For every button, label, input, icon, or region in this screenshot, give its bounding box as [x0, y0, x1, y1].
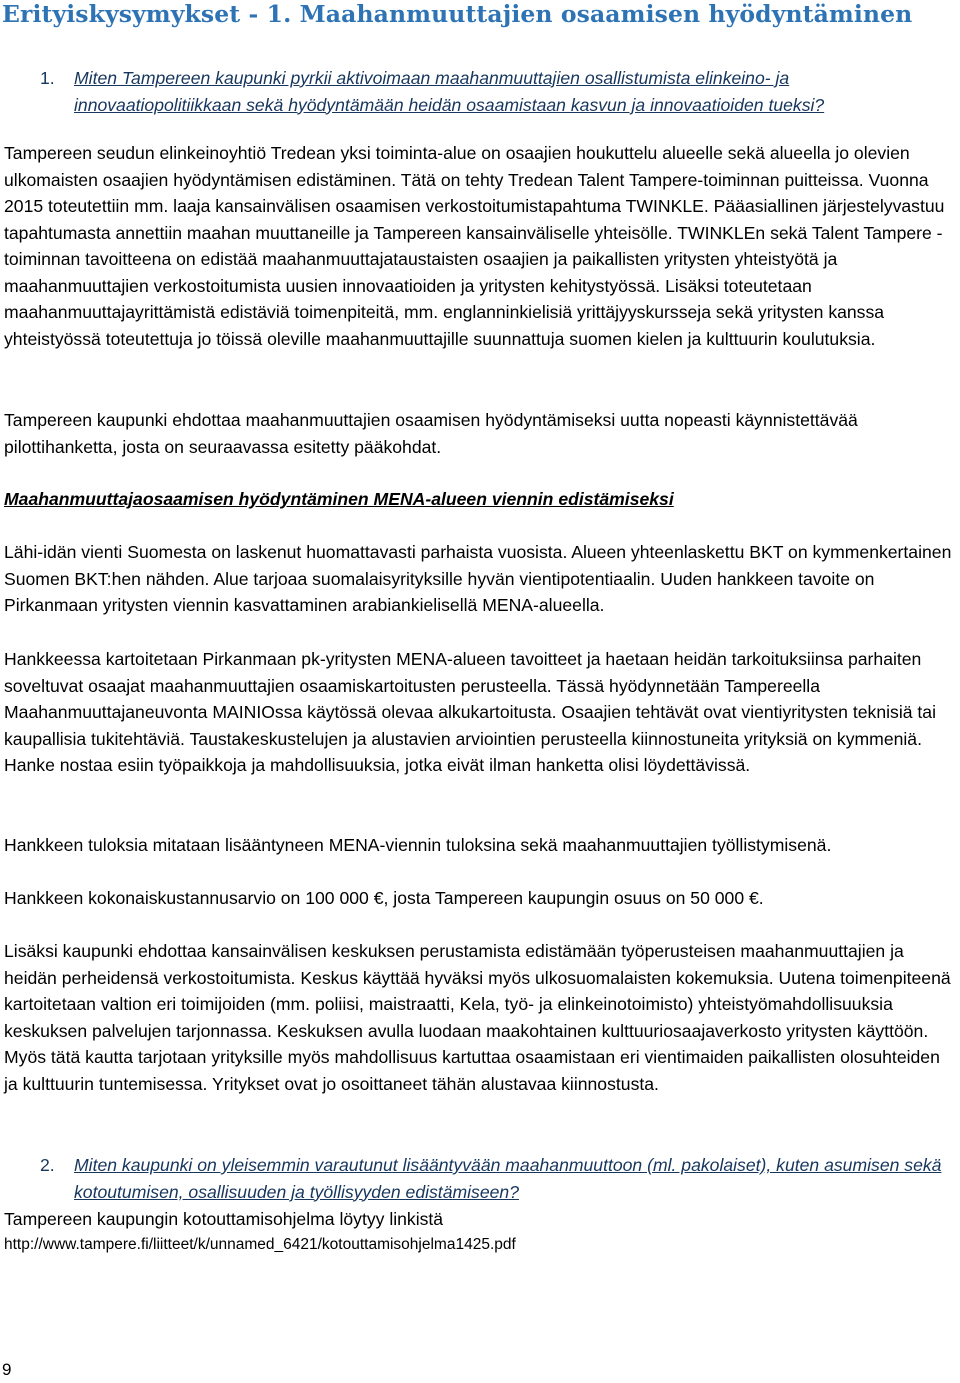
section-heading-mena: Maahanmuuttajaosaamisen hyödyntäminen MENA-alueen viennin edistämiseksi	[4, 489, 674, 509]
question-2-number: 2.	[40, 1155, 55, 1175]
page-number: 9	[2, 1360, 12, 1379]
paragraph-pilot-proposal: Tampereen kaupunki ehdottaa maahanmuuttajien osaamisen hyödyntämiseksi uutta nopeasti käynnistettävää pilottihanketta, josta on seuraavassa esitetty pääkohdat.	[4, 410, 858, 457]
paragraph-budget: Hankkeen kokonaiskustannusarvio on 100 000 €, josta Tampereen kaupungin osuus on 50 000 €.	[4, 888, 764, 908]
paragraph-middle-east-exports: Lähi-idän vienti Suomesta on laskenut huomattavasti parhaista vuosista. Alueen yhteenlaskettu BKT on kymmenkertainen Suomen BKT:hen nähden. Alue tarjoaa suomalaisyrityksille hyvän vientipotentiaalin. Uuden hankkeen tavoite on Pirkanmaan yritysten viennin kasvattaminen arabiankielisellä MENA-alueella.	[4, 542, 952, 615]
question-1-text: Miten Tampereen kaupunki pyrkii aktivoimaan maahanmuuttajien osallistumista elinkeino- ja innovaatiopolitiikkaan sekä hyödyntämään heidän osaamistaan kasvun ja innovaatioiden tueksi?	[74, 68, 825, 115]
page-title: Erityiskysymykset - 1. Maahanmuuttajien osaamisen hyödyntäminen	[2, 0, 913, 28]
question-1-number: 1.	[40, 68, 55, 88]
paragraph-tredea: Tampereen seudun elinkeinoyhtiö Tredean yksi toiminta-alue on osaajien houkuttelu alueelle sekä alueella jo olevien ulkomaisten osaajien hyödyntämisen edistäminen. Tätä on tehty Tredean Talent Tampere-toiminnan puitteissa. Vuonna 2015 toteutettiin mm. laaja kansainvälisen osaamisen verkostoitumistapahtuma TWINKLE. Pääasiallinen järjestelyvastuu tapahtumasta annettiin maahan muuttaneille ja Tampereen kansainväliselle yhteisölle. TWINKLEn sekä Talent Tampere - toiminnan tavoitteena on edistää maahanmuuttajataustaisten osaajien ja paikallisten yritysten yhteistyötä ja maahanmuuttajien verkostoitumista uusien innovaatioiden ja yritysten kehitystyössä. Lisäksi toteutetaan maahanmuuttajayrittämistä edistäviä toimenpiteitä, mm. englanninkielisiä yrittäjyyskursseja sekä yritysten kanssa yhteistyössä toteutettuja jo töissä oleville maahanmuuttajille suunnattuja suomen kielen ja kulttuurin koulutuksia.	[4, 143, 945, 349]
paragraph-results: Hankkeen tuloksia mitataan lisääntyneen MENA-viennin tuloksina sekä maahanmuuttajien työllistymisenä.	[4, 835, 832, 855]
paragraph-international-center: Lisäksi kaupunki ehdottaa kansainvälisen keskuksen perustamista edistämään työperusteisen maahanmuuttajien ja heidän perheidensä verkostoitumista. Keskus käyttää hyväksi myös ulkosuomalaisten kokemuksia. Uutena toimenpiteenä kartoitetaan valtion eri toimijoiden (mm. poliisi, maistraatti, Kela, työ- ja elinkeinotoimisto) yhteistyömahdollisuuksia keskuksen palvelujen tarjonnassa. Keskuksen avulla luodaan maakohtainen kulttuuriosaajaverkosto yritysten käyttöön. Myös tätä kautta tarjotaan yrityksille myös mahdollisuus kartuttaa osaamistaan eri vientimaiden paikallisten olosuhteiden ja kulttuurin tuntemisessa. Yritykset ovat jo osoittaneet tähän alustavaa kiinnostusta.	[4, 941, 951, 1094]
paragraph-integration-program: Tampereen kaupungin kotouttamisohjelma löytyy linkistä	[4, 1209, 444, 1229]
integration-program-link[interactable]: http://www.tampere.fi/liitteet/k/unnamed_6421/kotouttamisohjelma1425.pdf	[4, 1236, 516, 1253]
question-2-text: Miten kaupunki on yleisemmin varautunut lisääntyvään maahanmuuttoon (ml. pakolaiset), kuten asumisen sekä kotoutumisen, osallisuuden ja työllisyyden edistämiseen?	[74, 1155, 942, 1202]
question-1	[40, 65, 955, 118]
paragraph-project-mapping: Hankkeessa kartoitetaan Pirkanmaan pk-yritysten MENA-alueen tavoitteet ja haetaan heidän tarkoituksiinsa parhaiten soveltuvat osaajat maahanmuuttajien osaamiskartoitusten perusteella. Tässä hyödynnetään Tampereella Maahanmuuttajaneuvonta MAINIOssa käytössä olevaa alkukartoitusta. Osaajien tehtävät ovat vientiyritysten teknisiä tai kaupallisia tukitehtäviä. Taustakeskustelujen ja alustavien arviointien perusteella kiinnostuneita yrityksiä on kymmeniä. Hanke nostaa esiin työpaikkoja ja mahdollisuuksia, jotka eivät ilman hanketta olisi löydettävissä.	[4, 649, 936, 775]
question-2	[40, 1152, 955, 1205]
